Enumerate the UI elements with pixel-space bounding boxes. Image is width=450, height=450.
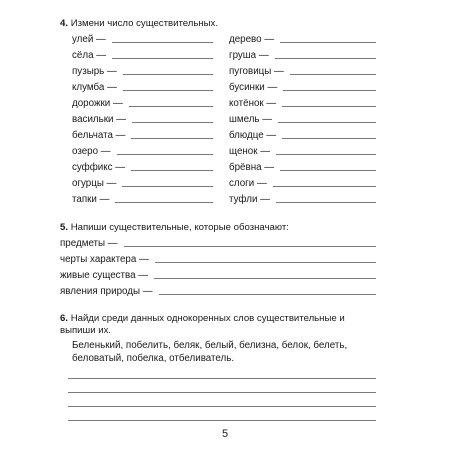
task4-word: озеро —	[72, 146, 111, 157]
task4-word: слоги —	[229, 178, 267, 189]
task4-left-item	[72, 50, 213, 62]
task5-row	[60, 238, 376, 250]
task6-title	[60, 313, 360, 337]
task5-label: черты характера —	[60, 254, 149, 265]
answer-line[interactable]	[68, 392, 376, 393]
answer-line[interactable]	[282, 138, 376, 139]
answer-line[interactable]	[155, 262, 376, 263]
task4-word: пузырь —	[72, 66, 117, 77]
answer-line[interactable]	[159, 294, 376, 295]
answer-line[interactable]	[280, 170, 376, 171]
answer-line[interactable]	[123, 74, 213, 75]
answer-line[interactable]	[275, 58, 376, 59]
answer-line[interactable]	[131, 138, 213, 139]
task4-word: бусинки —	[229, 82, 278, 93]
task4-word: котёнок —	[229, 98, 277, 109]
task4-left-item	[72, 178, 213, 190]
answer-line[interactable]	[276, 154, 376, 155]
task4-word: суффикс —	[72, 162, 126, 173]
task4-left-item	[72, 114, 213, 126]
answer-line[interactable]	[68, 378, 376, 379]
answer-line[interactable]	[282, 106, 376, 107]
task4-left-item	[72, 194, 213, 206]
task4-right-item	[229, 98, 376, 110]
task4-word: блюдце —	[229, 130, 277, 141]
task4-left-item	[72, 34, 213, 46]
answer-line[interactable]	[68, 420, 376, 421]
task4-word: туфли —	[229, 194, 270, 205]
task6-word-list: Беленький, побелить, беляк, белый, белизна, белок, белеть, беловатый, побелка, отбеливатель.	[72, 340, 348, 364]
task5-label: живые существа —	[60, 270, 149, 281]
task4-word: огурцы —	[72, 178, 117, 189]
task5-title	[60, 222, 289, 234]
answer-line[interactable]	[283, 90, 376, 91]
task4-right-item	[229, 82, 376, 94]
task4-left-item	[72, 146, 213, 158]
answer-line[interactable]	[112, 42, 213, 43]
task4-left-item	[72, 162, 213, 174]
task5-row	[60, 286, 376, 298]
task4-word: пуговицы —	[229, 66, 284, 77]
answer-line[interactable]	[273, 186, 376, 187]
task4-left-item	[72, 130, 213, 142]
task4-word: щенок —	[229, 146, 271, 157]
task6-text: Найди среди данных однокоренных слов существительные и выпиши их.	[60, 313, 345, 336]
answer-line[interactable]	[278, 122, 376, 123]
task4-right-item	[229, 194, 376, 206]
answer-line[interactable]	[123, 90, 213, 91]
task4-word: шмель —	[229, 114, 273, 125]
task4-right-item	[229, 130, 376, 142]
task4-word: сёла —	[72, 50, 107, 61]
task6-number: 6.	[60, 313, 69, 324]
answer-line[interactable]	[117, 154, 213, 155]
task4-right-item	[229, 162, 376, 174]
task4-word: дорожки —	[72, 98, 123, 109]
task4-word: груша —	[229, 50, 269, 61]
task4-word: клумба —	[72, 82, 117, 93]
answer-line[interactable]	[68, 406, 376, 407]
answer-line[interactable]	[115, 202, 213, 203]
task4-text: Измени число существительных.	[70, 18, 219, 29]
task4-word: бельчата —	[72, 130, 126, 141]
answer-line[interactable]	[112, 58, 213, 59]
task4-word: тапки —	[72, 194, 110, 205]
task4-title	[60, 18, 218, 30]
answer-line[interactable]	[154, 278, 376, 279]
answer-line[interactable]	[290, 74, 376, 75]
task4-right-item	[229, 114, 376, 126]
answer-line[interactable]	[124, 246, 376, 247]
answer-line[interactable]	[122, 186, 213, 187]
task4-word: васильки —	[72, 114, 127, 125]
answer-line[interactable]	[280, 42, 376, 43]
task5-label: явления природы —	[60, 286, 153, 297]
task4-left-item	[72, 66, 213, 78]
answer-line[interactable]	[129, 106, 213, 107]
answer-line[interactable]	[131, 170, 213, 171]
task4-number: 4.	[60, 18, 69, 29]
task4-right-item	[229, 50, 376, 62]
task5-label: предметы —	[60, 238, 118, 249]
task4-right-item	[229, 66, 376, 78]
answer-line[interactable]	[132, 122, 213, 123]
answer-line[interactable]	[276, 202, 376, 203]
task4-word: дерево —	[229, 34, 275, 45]
task4-right-item	[229, 146, 376, 158]
task4-word: улей —	[72, 34, 106, 45]
task5-row	[60, 270, 376, 282]
task5-row	[60, 254, 376, 266]
task4-left-item	[72, 98, 213, 110]
task4-right-item	[229, 178, 376, 190]
task4-word: брёвна —	[229, 162, 275, 173]
task5-number: 5.	[60, 222, 69, 233]
task5-text: Напиши существительные, которые обозначают:	[70, 222, 289, 233]
task4-right-item	[229, 34, 376, 46]
task4-left-item	[72, 82, 213, 94]
page-number: 5	[221, 428, 229, 440]
